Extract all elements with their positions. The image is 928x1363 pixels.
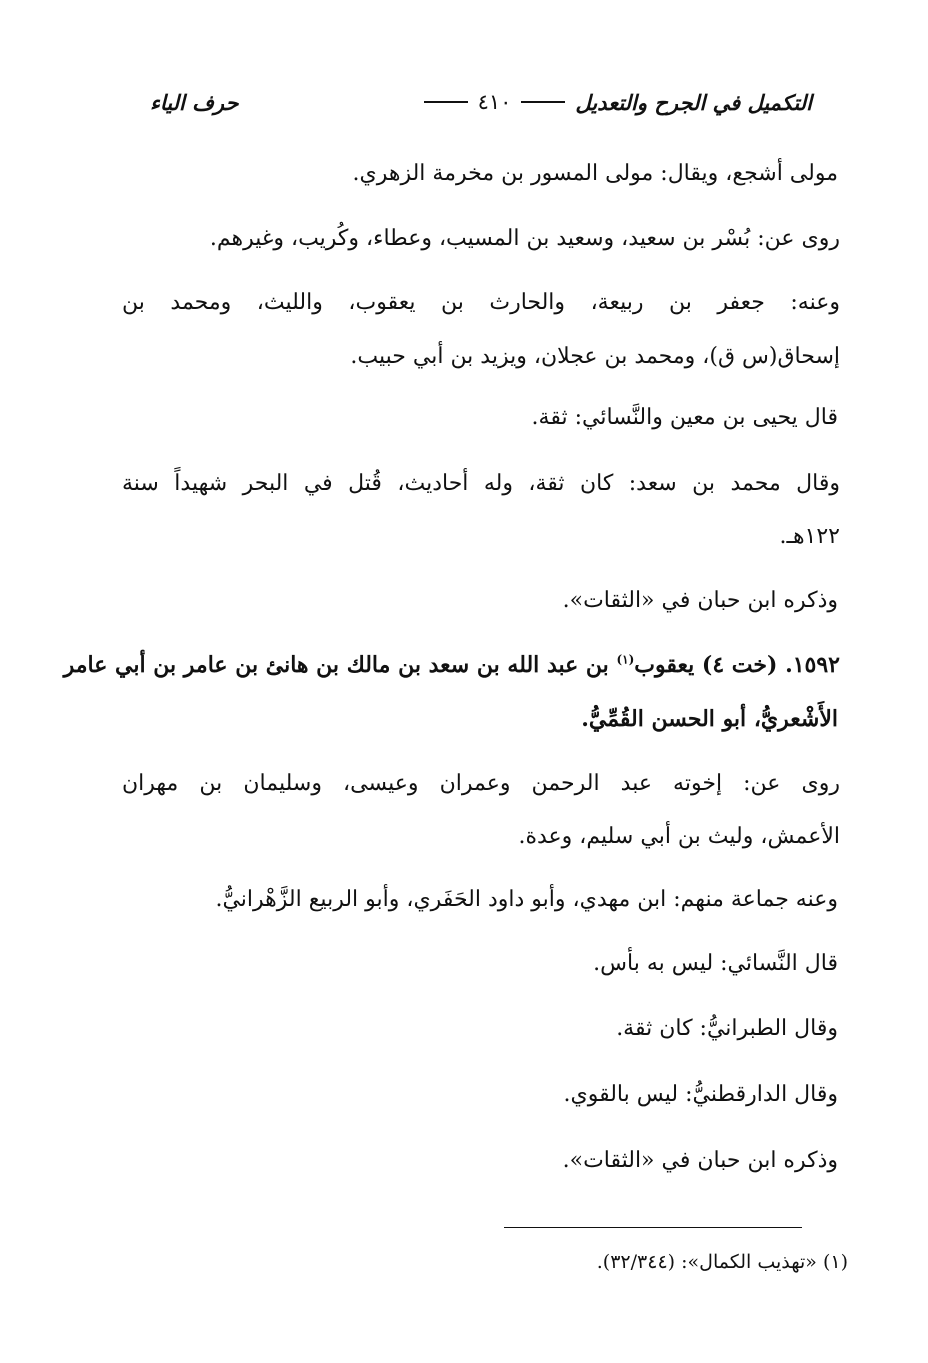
header-dash (424, 101, 468, 103)
text-line: روى عن: بُسْر بن سعيد، وسعيد بن المسيب، وعطاء، وكُريب، وغيرهم. (209, 226, 840, 251)
entry-number-name: ١٥٩٢. (خت ٤) يعقوب (634, 652, 840, 678)
text-line: وذكره ابن حبان في «الثقات». (562, 1148, 838, 1173)
text-line: وقال الدارقطنيُّ: ليس بالقوي. (563, 1082, 838, 1107)
text-line: قال يحيى بن معين والنَّسائي: ثقة. (531, 405, 838, 430)
text-line: وقال الطبرانيُّ: كان ثقة. (616, 1016, 838, 1041)
text-line: وقال محمد بن سعد: كان ثقة، وله أحاديث، قُتل في البحر شهيداً سنة (122, 471, 840, 496)
text-line: ١٢٢هـ. (779, 524, 840, 549)
footnote: (١) «تهذيب الكمال»: (٣٢/٣٤٤). (596, 1251, 848, 1273)
text-line: مولى أشجع، ويقال: مولى المسور بن مخرمة الزهري. (352, 161, 838, 186)
entry-lineage: بن عبد الله بن سعد بن مالك بن هانئ بن عامر بن أبي عامر (63, 652, 609, 678)
text-line: إسحاق(س ق)، ومحمد بن عجلان، ويزيد بن أبي حبيب. (350, 344, 840, 369)
footnote-marker: (١) (616, 652, 635, 667)
text-line: الأعمش، وليث بن أبي سليم، وعدة. (518, 824, 840, 849)
page-number: ٤١٠ (477, 90, 512, 114)
footnote-separator (504, 1227, 802, 1228)
book-title: التكميل في الجرح والتعديل (575, 89, 812, 115)
entry-heading-line (63, 649, 840, 681)
header-dash (521, 101, 565, 103)
text-line: وذكره ابن حبان في «الثقات». (562, 588, 838, 613)
running-header (150, 84, 812, 120)
text-line: وعنه جماعة منهم: ابن مهدي، وأبو داود الحَفَري، وأبو الربيع الزَّهْرانيُّ. (215, 887, 838, 912)
text-line: وعنه: جعفر بن ربيعة، والحارث بن يعقوب، والليث، ومحمد بن (122, 290, 840, 315)
text-line: قال النَّسائي: ليس به بأس. (593, 951, 838, 976)
entry-heading-line: الأَشْعريُّ، أبو الحسن القُمِّيُّ. (581, 706, 838, 732)
section-title: حرف الياء (150, 89, 239, 115)
text-line: روى عن: إخوته عبد الرحمن وعمران وعيسى، وسليمان بن مهران (122, 771, 840, 796)
